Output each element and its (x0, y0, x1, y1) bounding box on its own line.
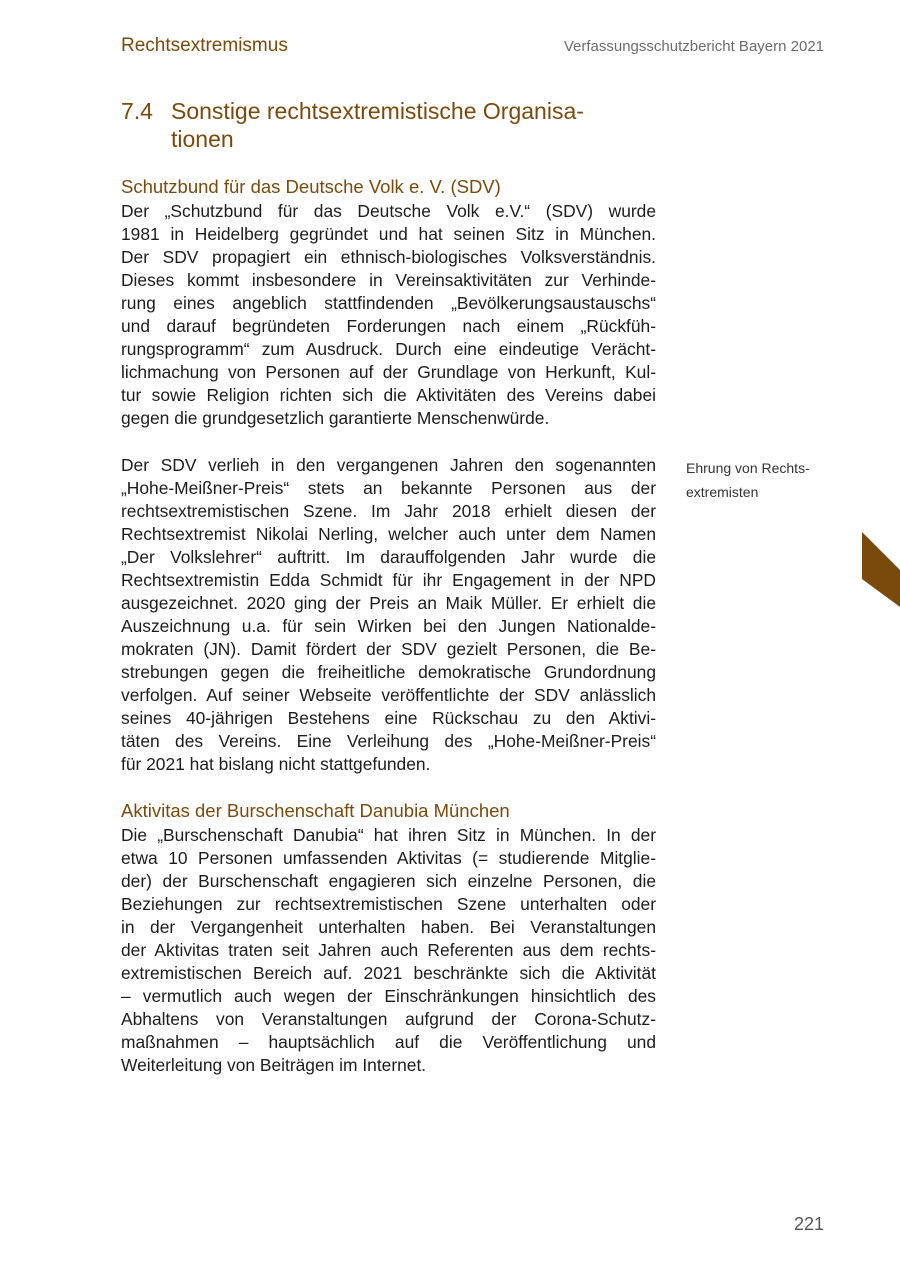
text-line: Auszeichnung u.a. für sein Wirken bei den Jungen Nationalde- (121, 616, 656, 636)
chapter-tab-marker (862, 532, 900, 607)
text-line: rechtsextremistischen Szene. Im Jahr 2018 erhielt diesen der (121, 501, 656, 521)
text-line: extremistischen Bereich auf. 2021 beschränkte sich die Aktivität (121, 963, 656, 983)
text-line: seines 40-jährigen Bestehens eine Rückschau zu den Aktivi- (121, 708, 656, 728)
text-line: – vermutlich auch wegen der Einschränkungen hinsichtlich des (121, 986, 656, 1006)
text-line: lichmachung von Personen auf der Grundlage von Herkunft, Kul- (121, 362, 656, 382)
text-line: der Aktivitas traten seit Jahren auch Referenten aus dem rechts- (121, 940, 656, 960)
text-line: für 2021 hat bislang nicht stattgefunden. (121, 754, 431, 774)
section-title-line: Sonstige rechtsextremistische Organisa- (171, 98, 584, 124)
text-line: und darauf begründeten Forderungen nach einem „Rückfüh- (121, 316, 656, 336)
running-header-publication: Verfassungsschutzbericht Bayern 2021 (563, 38, 824, 55)
running-header-chapter: Rechtsextremismus (121, 35, 288, 56)
margin-note-line: Ehrung von Rechts- (686, 460, 810, 476)
section-title-line: tionen (171, 126, 234, 152)
text-line: strebungen gegen die freiheitliche demokratische Grundordnung (121, 662, 656, 682)
text-line: in der Vergangenheit unterhalten haben. Bei Veranstaltungen (121, 917, 656, 937)
text-line: Der SDV propagiert ein ethnisch-biologisches Volksverständnis. (121, 247, 656, 267)
text-line: der) der Burschenschaft engagieren sich einzelne Personen, die (121, 871, 656, 891)
margin-note (686, 456, 856, 504)
text-line: verfolgen. Auf seiner Webseite veröffentlichte der SDV anlässlich (121, 685, 656, 705)
page-number: 221 (793, 1214, 824, 1234)
subsection-heading-sdv: Schutzbund für das Deutsche Volk e. V. (SDV) (121, 176, 501, 197)
margin-note-line: extremisten (686, 484, 759, 500)
text-line: Der SDV verlieh in den vergangenen Jahren den sogenannten (121, 455, 656, 475)
text-line: rungsprogramm“ zum Ausdruck. Durch eine eindeutige Verächt- (121, 339, 656, 359)
subsection-heading-danubia: Aktivitas der Burschenschaft Danubia München (121, 800, 510, 821)
text-line: Rechtsextremist Nikolai Nerling, welcher auch unter dem Namen (121, 524, 656, 544)
paragraph-sdv-intro (121, 200, 656, 430)
text-line: 1981 in Heidelberg gegründet und hat seinen Sitz in München. (121, 224, 656, 244)
text-line: rung eines angeblich stattfindenden „Bevölkerungsaustauschs“ (121, 293, 656, 313)
text-line: Dieses kommt insbesondere in Vereinsaktivitäten zur Verhinde- (121, 270, 656, 290)
text-line: Beziehungen zur rechtsextremistischen Szene unterhalten oder (121, 894, 656, 914)
text-line: täten des Vereins. Eine Verleihung des „Hohe-Meißner-Preis“ (121, 731, 656, 751)
text-line: Abhaltens von Veranstaltungen aufgrund der Corona-Schutz- (121, 1009, 656, 1029)
section-heading (121, 97, 641, 153)
section-number: 7.4 (121, 98, 153, 124)
paragraph-danubia (121, 824, 656, 1077)
text-line: ausgezeichnet. 2020 ging der Preis an Maik Müller. Er erhielt die (121, 593, 656, 613)
text-line: tur sowie Religion richten sich die Aktivitäten des Vereins dabei (121, 385, 656, 405)
text-line: „Der Volkslehrer“ auftritt. Im darauffolgenden Jahr wurde die (121, 547, 656, 567)
text-line: maßnahmen – hauptsächlich auf die Veröffentlichung und (121, 1032, 656, 1052)
text-line: etwa 10 Personen umfassenden Aktivitas (= studierende Mitglie- (121, 848, 656, 868)
paragraph-sdv-award (121, 454, 656, 776)
text-line: Die „Burschenschaft Danubia“ hat ihren Sitz in München. In der (121, 825, 656, 845)
text-line: „Hohe-Meißner-Preis“ stets an bekannte Personen aus der (121, 478, 656, 498)
chapter-tab-shape (862, 532, 900, 607)
text-line: Rechtsextremistin Edda Schmidt für ihr Engagement in der NPD (121, 570, 656, 590)
text-line: Der „Schutzbund für das Deutsche Volk e.V.“ (SDV) wurde (121, 201, 656, 221)
text-line: mokraten (JN). Damit fördert der SDV gezielt Personen, die Be- (121, 639, 656, 659)
text-line: Weiterleitung von Beiträgen im Internet. (121, 1055, 427, 1075)
text-line: gegen die grundgesetzlich garantierte Menschenwürde. (121, 408, 550, 428)
